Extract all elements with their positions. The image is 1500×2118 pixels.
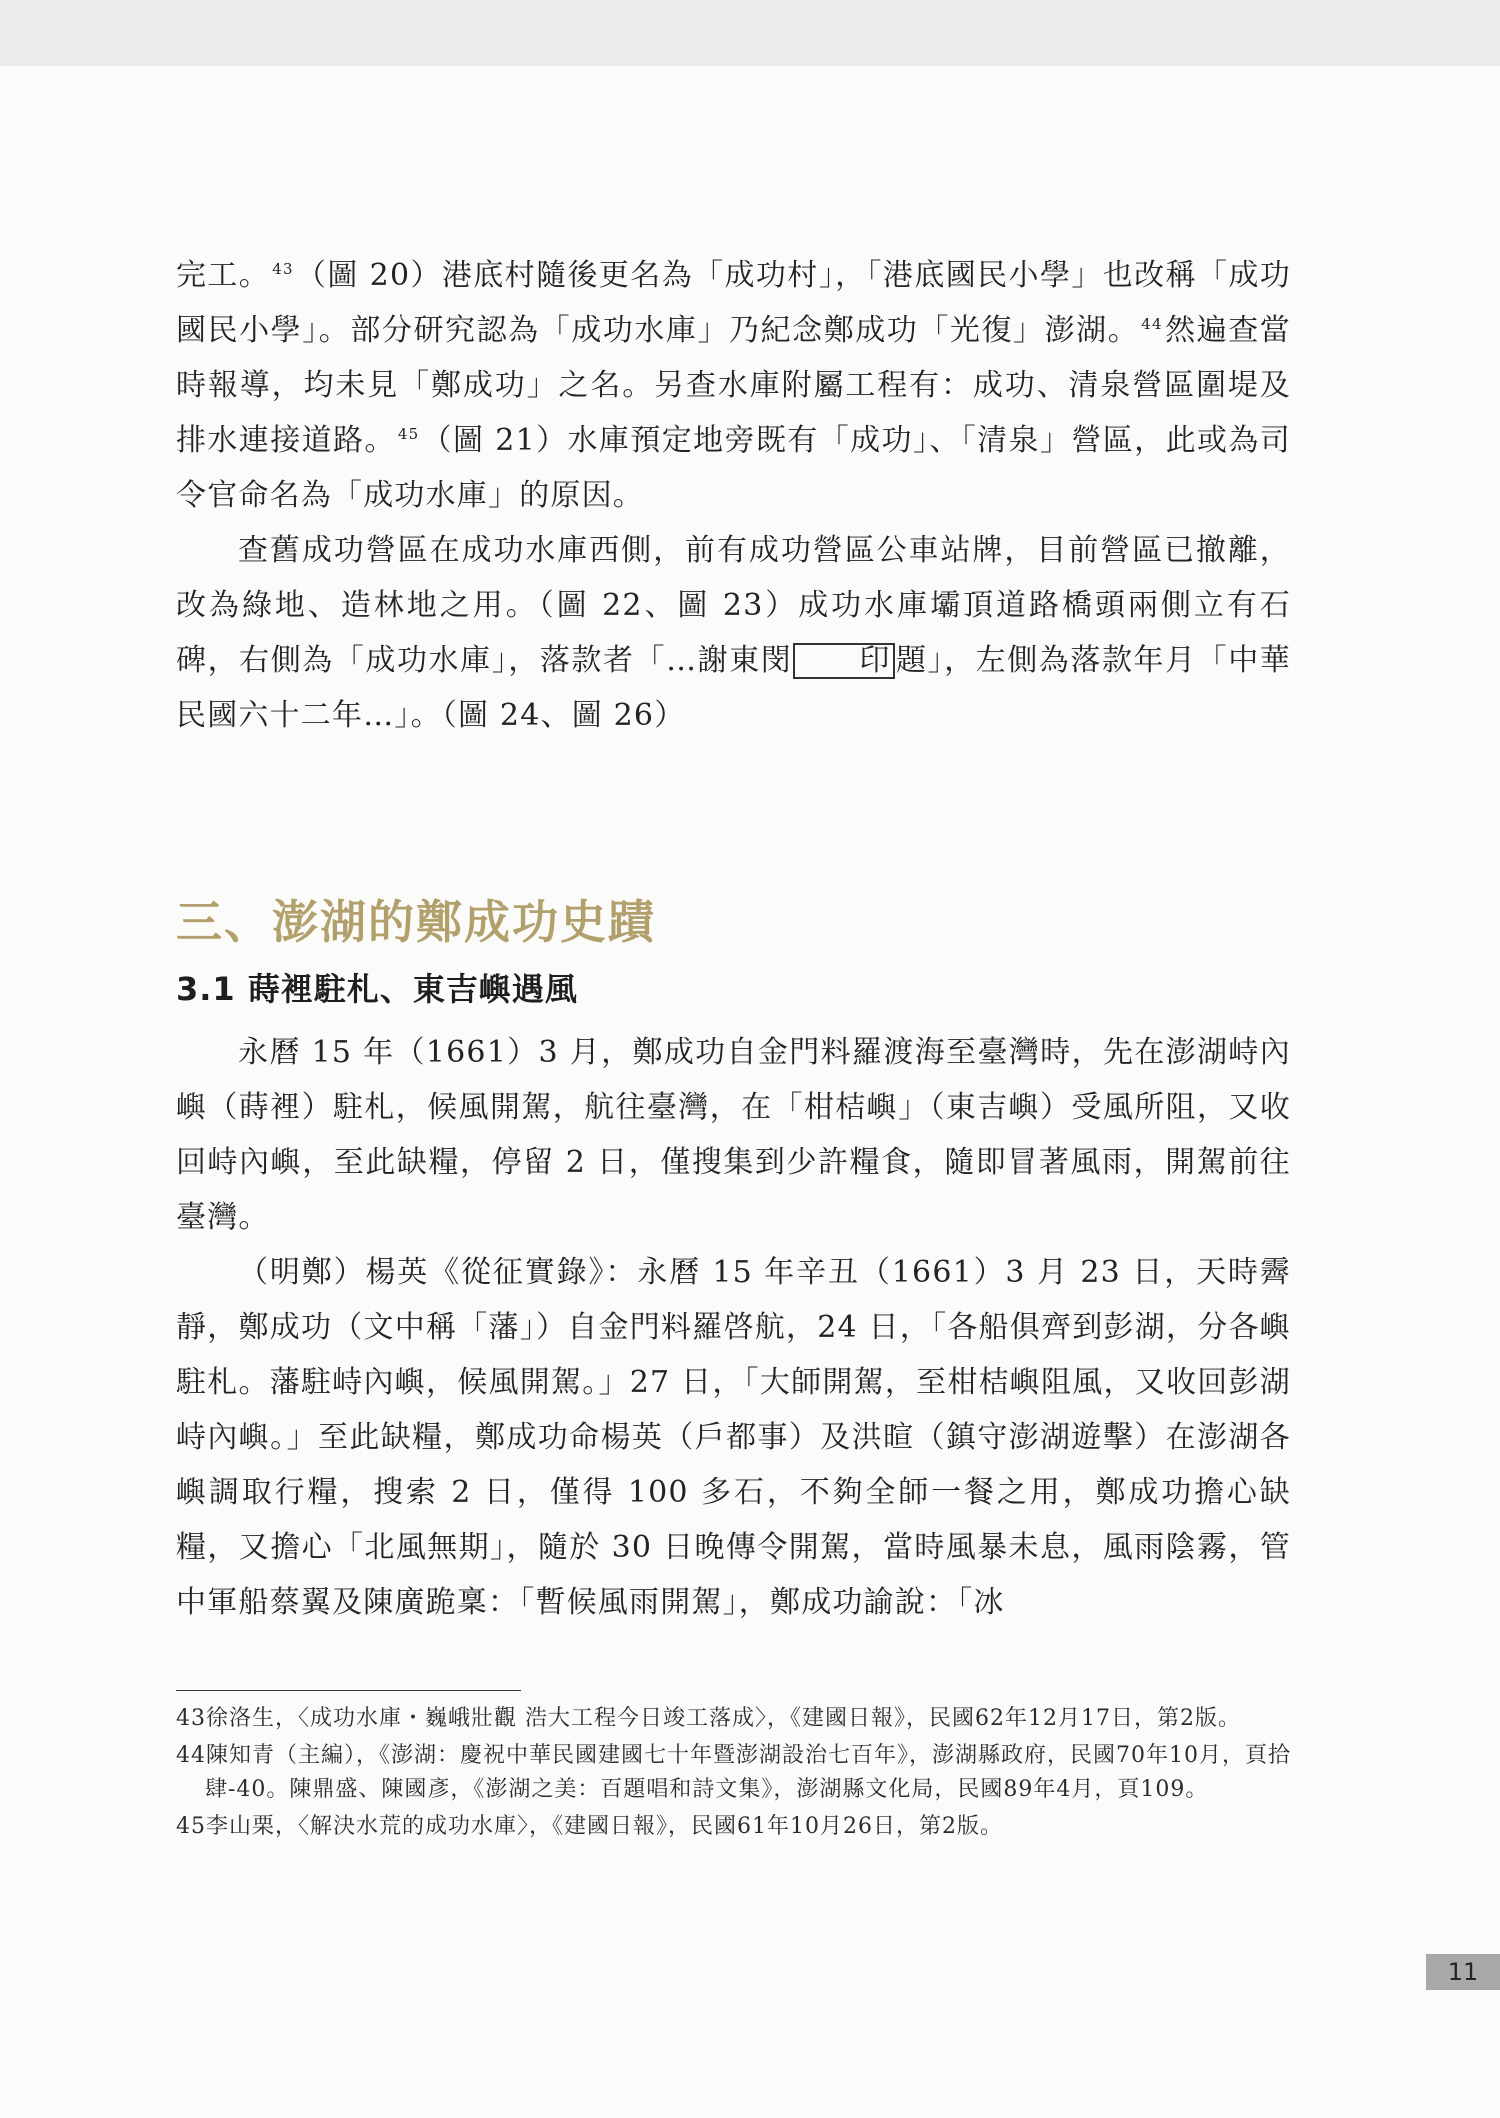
body-paragraph-2 [176, 523, 1291, 743]
section-paragraph-1: 永曆 15 年（1661）3 月，鄭成功自金門料羅渡海至臺灣時，先在澎湖峙內嶼（蒔裡）駐札，候風開駕，航往臺灣，在「柑桔嶼」（東吉嶼）受風所阻，又收回峙內嶼，至此缺糧，停留 2 日，僅搜集到少許糧食，隨即冒著風雨，開駕前往臺灣。 [176, 1035, 1291, 1235]
footnote-ref-43[interactable]: 43 [272, 260, 294, 278]
text-run: （圖 21）水庫預定地旁既有「成功」、「清泉」營區，此或為司令官命名為「成功水庫」的原因。 [176, 423, 1291, 513]
section-paragraph-2: （明鄭）楊英《從征實錄》：永曆 15 年辛丑（1661）3 月 23 日，天時霽靜，鄭成功（文中稱「藩」）自金門料羅啓航，24 日，「各船俱齊到彭湖，分各嶼駐札。藩駐峙內嶼，候風開駕。」27 日，「大師開駕，至柑桔嶼阻風，又收回彭湖峙內嶼。」至此缺糧，鄭成功命楊英（戶都事）及洪暄（鎮守澎湖遊擊）在澎湖各嶼調取行糧，搜索 2 日，僅得 100 多石，不夠全師一餐之用，鄭成功擔心缺糧，又擔心「北風無期」，隨於 30 日晚傳令開駕，當時風暴未息，風雨陰霧，管中軍船蔡翼及陳廣跪稟：「暫候風雨開駕」，鄭成功諭說：「冰 [176, 1255, 1291, 1620]
continued-section-text [176, 248, 1291, 743]
footnote-ref-44[interactable]: 44 [1141, 315, 1163, 333]
section-body [176, 1025, 1291, 1630]
page-number: 11 [1426, 1954, 1500, 1990]
text-run: （圖 20）港底村隨後更名為「成功村」，「港底國民小學」也改稱「成功國民小學」。部分研究認為「成功水庫」乃紀念鄭成功「光復」澎湖。 [176, 258, 1291, 348]
text-run: 完工。 [176, 258, 271, 293]
footnote-45: 45李山栗，〈解決水荒的成功水庫〉，《建國日報》，民國61年10月26日，第2版。 [176, 1814, 1003, 1839]
text-run: 查舊成功營區在成功水庫西側，前有成功營區公車站牌，目前營區已撤離，改為綠地、造林地之用。（圖 22、圖 23）成功水庫壩頂道路橋頭兩側立有石碑，右側為「成功水庫」，落款者「…謝東閔 [176, 533, 1291, 678]
body-paragraph-1 [176, 248, 1291, 523]
subsection-heading: 3.1 蒔裡駐札、東吉嶼遇風 [176, 970, 578, 1008]
footnote-43: 43徐洛生，〈成功水庫・巍峨壯觀 浩大工程今日竣工落成〉，《建國日報》，民國62年12月17日，第2版。 [176, 1706, 1241, 1731]
section-heading: 三、澎湖的鄭成功史蹟 [176, 895, 656, 949]
text-run: 題」，左側為落款年月「中華民國六十二年…」。（圖 24、圖 26） [176, 643, 1291, 733]
footnotes [176, 1702, 1291, 1847]
footnote-divider [176, 1690, 521, 1691]
footnote-ref-45[interactable]: 45 [397, 425, 420, 443]
scan-top-edge [0, 0, 1500, 66]
seal-character-box: 印 [793, 643, 894, 679]
footnote-44: 44陳知青（主編），《澎湖：慶祝中華民國建國七十年暨澎湖設治七百年》，澎湖縣政府，民國70年10月，頁拾肆-40。陳鼎盛、陳國彥，《澎湖之美：百題唱和詩文集》，澎湖縣文化局，民國89年4月，頁109。 [176, 1743, 1291, 1802]
text-run: 然遍查當時報導，均未見「鄭成功」之名。另查水庫附屬工程有：成功、清泉營區圍堤及排水連接道路。 [176, 313, 1291, 458]
